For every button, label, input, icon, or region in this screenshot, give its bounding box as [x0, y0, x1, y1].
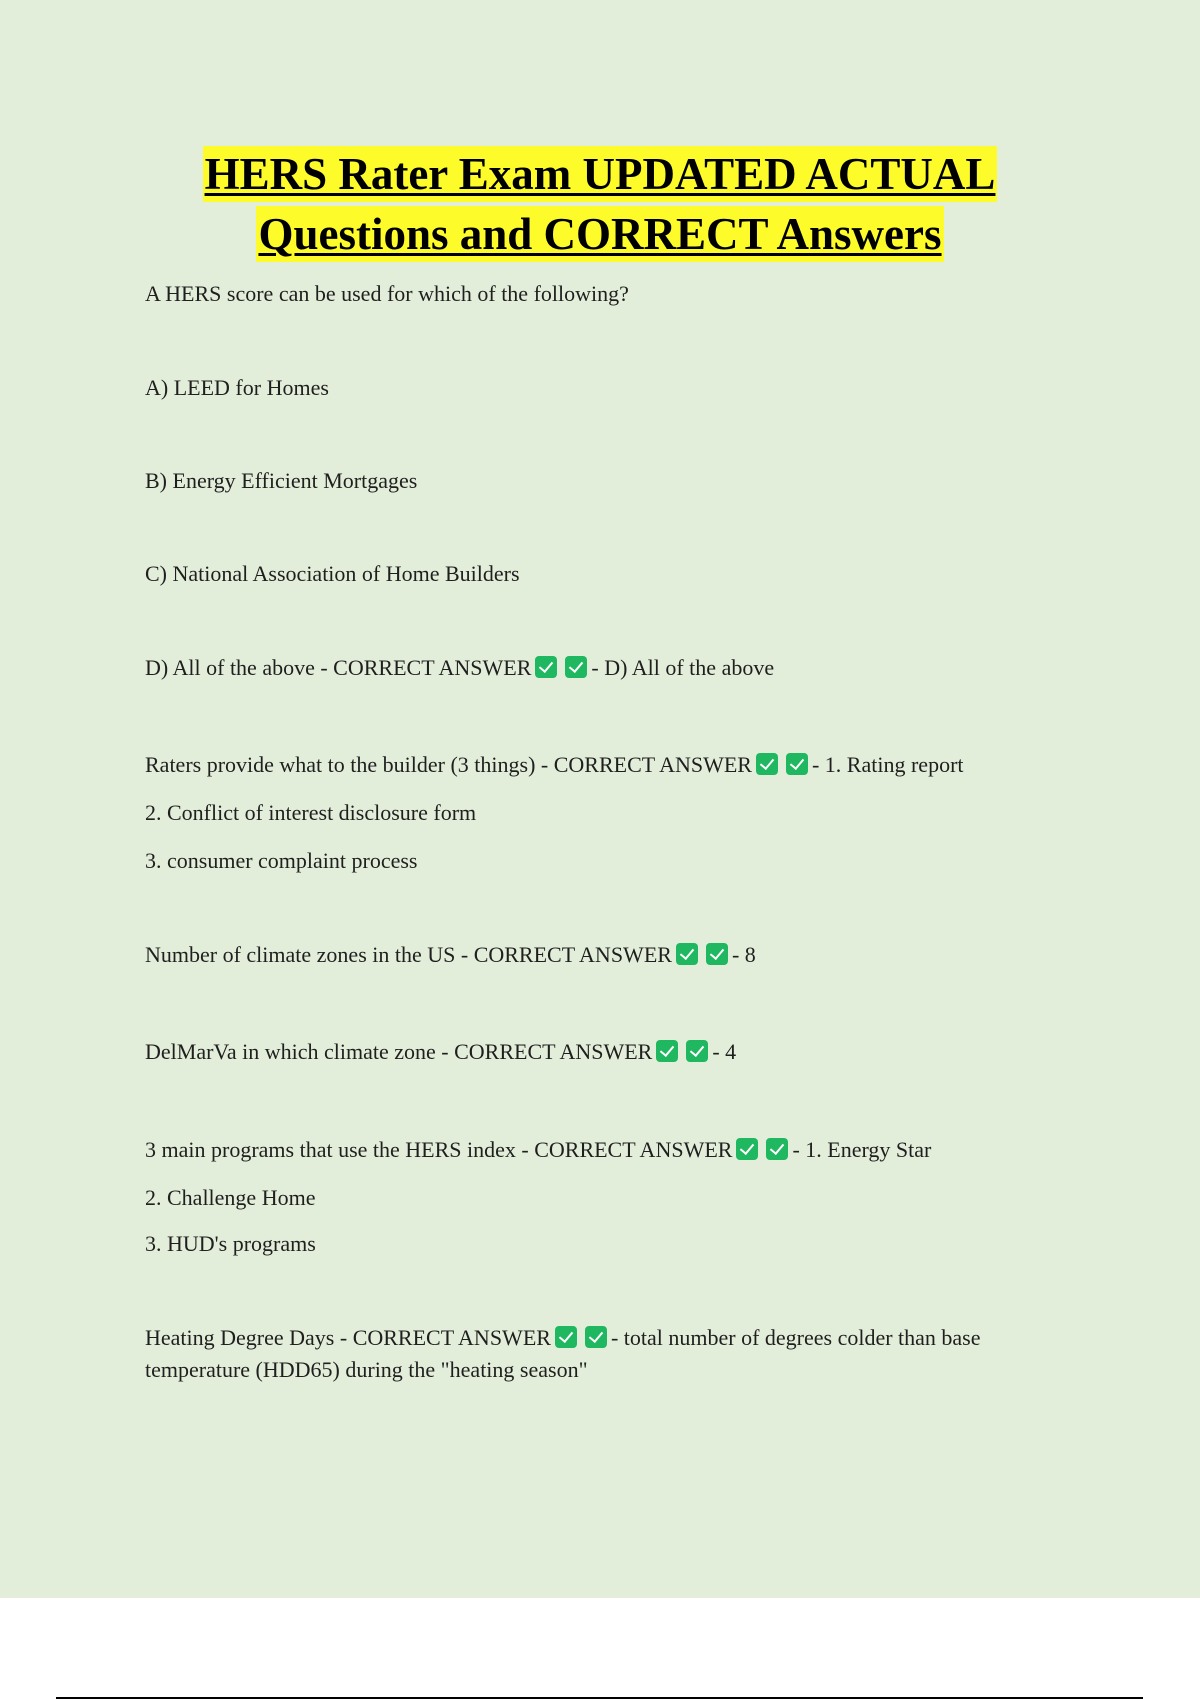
question-prefix: Raters provide what to the builder (3 things) - CORRECT ANSWER: [145, 752, 752, 777]
question-prefix: Heating Degree Days - CORRECT ANSWER: [145, 1325, 551, 1350]
question-prefix: 3 main programs that use the HERS index - CORRECT ANSWER: [145, 1137, 733, 1162]
check-box-icon: [585, 1326, 607, 1348]
answer-continuation: 2. Conflict of interest disclosure form: [145, 800, 477, 825]
answer-option-b: B) Energy Efficient Mortgages: [145, 468, 418, 493]
footer-divider: [56, 1697, 1143, 1699]
question-prefix: Number of climate zones in the US - CORRECT ANSWER: [145, 942, 672, 967]
question-answer-line: [145, 1134, 931, 1166]
question-answer-line: [145, 1322, 1070, 1386]
question-prefix: DelMarVa in which climate zone - CORRECT ANSWER: [145, 1039, 653, 1064]
title-line-2: Questions and CORRECT Answers: [256, 206, 943, 262]
question-text: A HERS score can be used for which of the following?: [145, 281, 629, 306]
answer-text: - 8: [731, 942, 756, 967]
answer-text: - 1. Energy Star: [792, 1137, 932, 1162]
question-answer-line: [145, 1036, 736, 1068]
check-box-icon: [656, 1040, 678, 1062]
document-title: [0, 146, 1200, 266]
answer-option-a: A) LEED for Homes: [145, 375, 329, 400]
check-box-icon: [766, 1138, 788, 1160]
question-answer-line: [145, 749, 964, 781]
answer-text: - 1. Rating report: [811, 752, 964, 777]
answer-text: - D) All of the above: [591, 655, 775, 680]
check-box-icon: [786, 753, 808, 775]
check-box-icon: [555, 1326, 577, 1348]
check-box-icon: [676, 943, 698, 965]
question-answer-line: [145, 939, 756, 971]
check-box-icon: [736, 1138, 758, 1160]
answer-continuation: 3. consumer complaint process: [145, 848, 418, 873]
check-box-icon: [686, 1040, 708, 1062]
answer-continuation: 2. Challenge Home: [145, 1185, 316, 1210]
check-box-icon: [756, 753, 778, 775]
check-box-icon: [706, 943, 728, 965]
question-prefix: D) All of the above - CORRECT ANSWER: [145, 655, 532, 680]
answer-option-c: C) National Association of Home Builders: [145, 561, 520, 586]
answer-text: - total number of degrees colder than base temperature (HDD65) during the "heating season": [145, 1325, 981, 1382]
answer-option-d: [145, 652, 774, 684]
answer-continuation: 3. HUD's programs: [145, 1231, 316, 1256]
title-line-1: HERS Rater Exam UPDATED ACTUAL: [203, 146, 998, 202]
answer-text: - 4: [712, 1039, 737, 1064]
check-box-icon: [535, 656, 557, 678]
check-box-icon: [565, 656, 587, 678]
